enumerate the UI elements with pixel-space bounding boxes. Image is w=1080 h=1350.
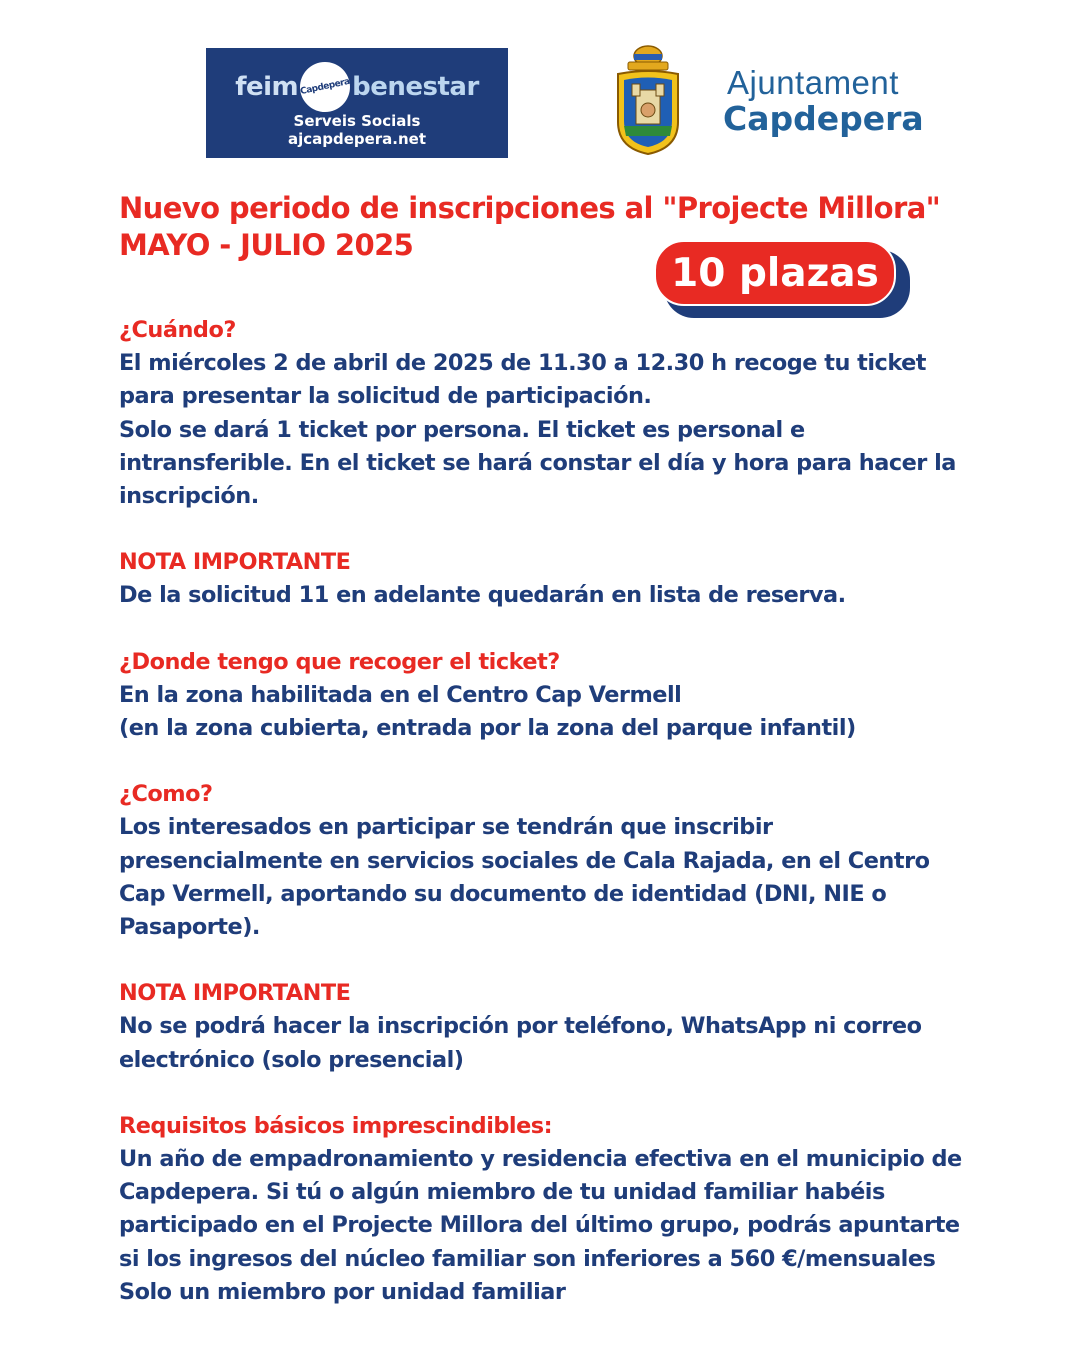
logo-word-feim: feim [235,72,299,102]
section-body: De la solicitud 11 en adelante quedarán en lista de reserva. [119,582,846,609]
section-heading: NOTA IMPORTANTE [119,980,351,1007]
section-body: Los interesados en participar se tendrán que inscribir presencialmente en servicios sociales de Cala Rajada, en el Centro Cap Vermell, aportando su documento de identidad (DNI, NIE o Pasaporte). [119,814,930,941]
section-requisitos [119,1110,1009,1309]
section-nota-2 [119,977,1009,1077]
section-body: En la zona habilitada en el Centro Cap Vermell (en la zona cubierta, entrada por la zona del parque infantil) [119,681,856,742]
logo-serveis-socials: Serveis Socials [293,112,421,130]
section-como [119,778,1009,944]
feim-benestar-logo [206,48,508,158]
ajuntament-label: Ajuntament [727,64,899,101]
section-body: Un año de empadronamiento y residencia efectiva en el municipio de Capdepera. Si tú o algún miembro de tu unidad familiar habéis participado en el Projecte Millora del último grupo, podrás apuntarte si los ingresos del núcleo familiar son inferiores a 560 €/mensuales Solo un miembro por unidad familiar [119,1146,962,1305]
info-content [119,314,1009,1342]
section-nota-1 [119,546,1009,612]
title-line-1: Nuevo periodo de inscripciones al "Projecte Millora" [119,191,941,225]
section-heading: NOTA IMPORTANTE [119,549,351,576]
capdepera-crest-icon [612,44,684,156]
section-body: El miércoles 2 de abril de 2025 de 11.30 a 12.30 h recoge tu ticket para presentar la solicitud de participación. Solo se dará 1 ticket por persona. El ticket es personal e intransferible. En el ticket se hará constar el día y hora para hacer la inscripción. [119,350,956,510]
section-heading: ¿Cuándo? [119,317,236,343]
section-heading: Requisitos básicos imprescindibles: [119,1112,553,1139]
section-heading: ¿Donde tengo que recoger el ticket? [119,648,560,675]
capdepera-seal-icon: Capdepera [295,57,354,116]
logo-word-benestar: benestar [352,72,479,102]
logo-website: ajcapdepera.net [287,130,427,148]
section-heading: ¿Como? [119,781,213,808]
section-body: No se podrá hacer la inscripción por teléfono, WhatsApp ni correo electrónico (solo presencial) [119,1013,922,1073]
section-cuando [119,314,1009,513]
plazas-badge: 10 plazas [654,240,896,306]
title-line-2: MAYO - JULIO 2025 [119,228,414,262]
capdepera-label: Capdepera [723,99,924,138]
section-donde [119,646,1009,746]
